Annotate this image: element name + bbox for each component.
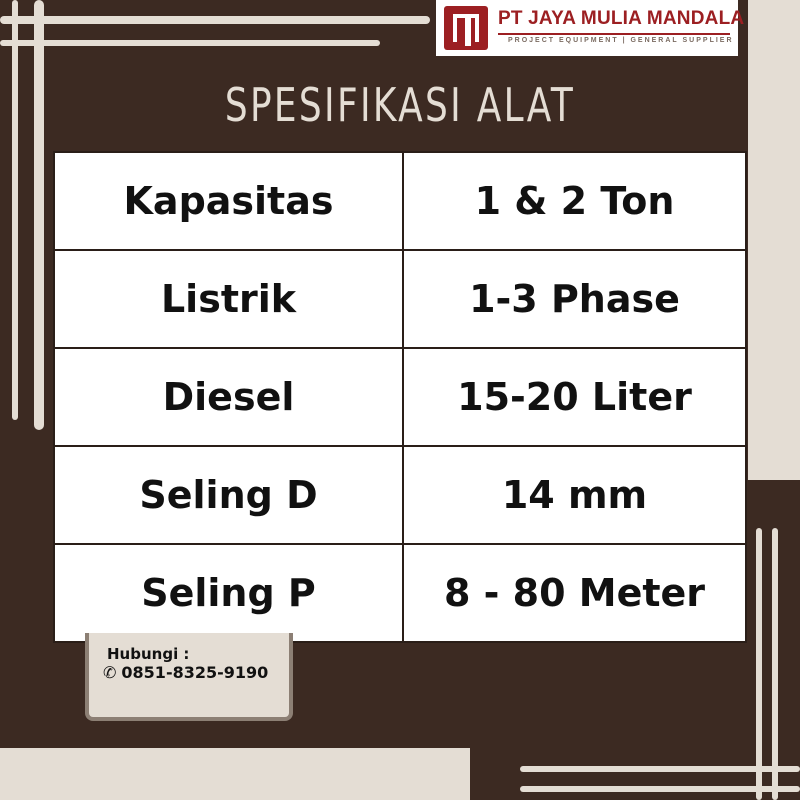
deco-line [34, 0, 44, 430]
contact-phone[interactable]: 0851-8325-9190 [121, 663, 269, 682]
table-row [54, 446, 746, 544]
contact-title: Hubungi : [107, 645, 190, 663]
deco-line [0, 40, 380, 46]
table-row [54, 348, 746, 446]
spec-label: Listrik [54, 250, 403, 348]
spec-label: Seling P [54, 544, 403, 642]
logo-divider [498, 33, 730, 35]
right-cream-band [748, 0, 800, 480]
deco-line [520, 786, 800, 792]
company-logo [436, 0, 745, 56]
page-title: SPESIFIKASI ALAT [224, 78, 576, 132]
phone-icon: ✆ [103, 663, 117, 682]
spec-value: 14 mm [403, 446, 746, 544]
spec-label: Kapasitas [54, 152, 403, 250]
table-row [54, 152, 746, 250]
spec-value: 1-3 Phase [403, 250, 746, 348]
company-name: PT JAYA MULIA MANDALA [498, 8, 745, 29]
spec-value: 15-20 Liter [403, 348, 746, 446]
spec-table [53, 151, 747, 643]
deco-line [520, 766, 800, 772]
spec-label: Seling D [54, 446, 403, 544]
spec-label: Diesel [54, 348, 403, 446]
building-logo-icon [444, 6, 488, 50]
deco-line [772, 528, 778, 800]
deco-line [756, 528, 762, 800]
deco-line [12, 0, 18, 420]
deco-line [0, 16, 430, 24]
company-tagline: PROJECT EQUIPMENT | GENERAL SUPPLIER [508, 37, 734, 44]
spec-value: 1 & 2 Ton [403, 152, 746, 250]
contact-box [85, 633, 293, 721]
contact-phone-row [103, 663, 268, 682]
table-row [54, 544, 746, 642]
bottom-cream-band [0, 748, 470, 800]
spec-value: 8 - 80 Meter [403, 544, 746, 642]
table-row [54, 250, 746, 348]
